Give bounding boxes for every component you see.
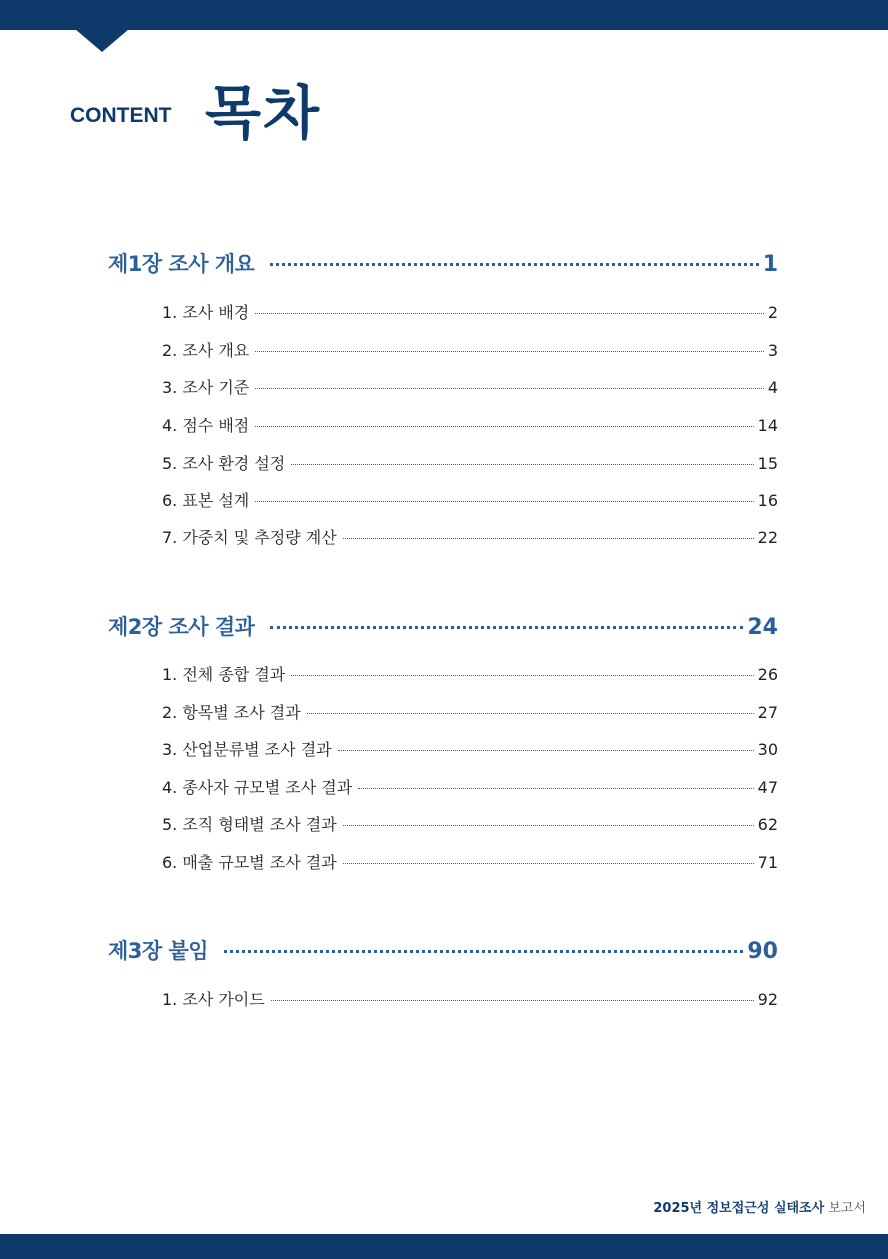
toc-item[interactable] (162, 662, 778, 685)
item-title: 6. 매출 규모별 조사 결과 (162, 853, 337, 872)
dot-leader (271, 1000, 754, 1001)
dot-leader (270, 263, 758, 266)
toc-item[interactable] (162, 375, 778, 398)
dot-leader (224, 950, 743, 953)
item-title: 4. 점수 배점 (162, 416, 250, 435)
chapter-3-entry[interactable] (108, 935, 778, 965)
item-page-number: 47 (757, 778, 778, 797)
toc-item[interactable] (162, 850, 778, 873)
toc-item[interactable] (162, 525, 778, 548)
item-page-number: 62 (757, 815, 778, 834)
item-page-number: 22 (757, 528, 778, 547)
item-page-number: 92 (757, 990, 778, 1009)
item-title: 1. 조사 가이드 (162, 990, 265, 1009)
item-title: 2. 항목별 조사 결과 (162, 703, 301, 722)
toc-item[interactable] (162, 775, 778, 798)
toc-item[interactable] (162, 987, 778, 1010)
toc-item[interactable] (162, 488, 778, 511)
chapter-2-entry[interactable] (108, 611, 778, 641)
chapter-1-entry[interactable] (108, 248, 778, 278)
chapter-title: 제1장 조사 개요 (108, 252, 255, 276)
toc-item[interactable] (162, 451, 778, 474)
footer-report-suffix: 보고서 (824, 1201, 866, 1216)
item-title: 4. 종사자 규모별 조사 결과 (162, 778, 353, 797)
dot-leader (358, 788, 753, 789)
report-footer (653, 1197, 866, 1216)
item-title: 6. 표본 설계 (162, 491, 250, 510)
bottom-banner (0, 1234, 888, 1259)
content-label: CONTENT (70, 104, 172, 127)
item-title: 1. 조사 배경 (162, 303, 250, 322)
item-page-number: 2 (767, 303, 778, 322)
item-title: 1. 전체 종합 결과 (162, 665, 286, 684)
dot-leader (255, 426, 753, 427)
footer-report-title: 2025년 정보접근성 실태조사 (653, 1201, 825, 1216)
toc-item[interactable] (162, 812, 778, 835)
item-page-number: 15 (757, 454, 778, 473)
item-page-number: 26 (757, 665, 778, 684)
chapter-page-number: 24 (747, 615, 778, 640)
dot-leader (270, 626, 743, 629)
top-banner-notch (75, 29, 129, 52)
top-banner (0, 0, 888, 30)
dot-leader (291, 675, 753, 676)
dot-leader (307, 713, 754, 714)
item-title: 3. 조사 기준 (162, 378, 250, 397)
dot-leader (255, 501, 753, 502)
item-title: 5. 조사 환경 설정 (162, 454, 286, 473)
item-page-number: 30 (757, 740, 778, 759)
dot-leader (255, 313, 764, 314)
dot-leader (338, 750, 754, 751)
toc-item[interactable] (162, 737, 778, 760)
dot-leader (255, 388, 764, 389)
toc-item[interactable] (162, 300, 778, 323)
item-page-number: 27 (757, 703, 778, 722)
item-page-number: 71 (757, 853, 778, 872)
toc-item[interactable] (162, 700, 778, 723)
item-page-number: 3 (767, 341, 778, 360)
chapter-page-number: 1 (762, 252, 778, 277)
toc-item[interactable] (162, 413, 778, 436)
item-page-number: 4 (767, 378, 778, 397)
dot-leader (291, 464, 753, 465)
dot-leader (343, 863, 754, 864)
chapter-title: 제2장 조사 결과 (108, 615, 255, 639)
toc-item[interactable] (162, 338, 778, 361)
item-page-number: 16 (757, 491, 778, 510)
item-title: 3. 산업분류별 조사 결과 (162, 740, 332, 759)
dot-leader (343, 825, 754, 826)
dot-leader (255, 351, 764, 352)
dot-leader (343, 538, 754, 539)
item-page-number: 14 (757, 416, 778, 435)
item-title: 7. 가중치 및 추정량 계산 (162, 528, 337, 547)
item-title: 2. 조사 개요 (162, 341, 250, 360)
chapter-title: 제3장 붙임 (108, 939, 209, 963)
chapter-page-number: 90 (747, 939, 778, 964)
page-title: 목차 (205, 79, 322, 147)
item-title: 5. 조직 형태별 조사 결과 (162, 815, 337, 834)
